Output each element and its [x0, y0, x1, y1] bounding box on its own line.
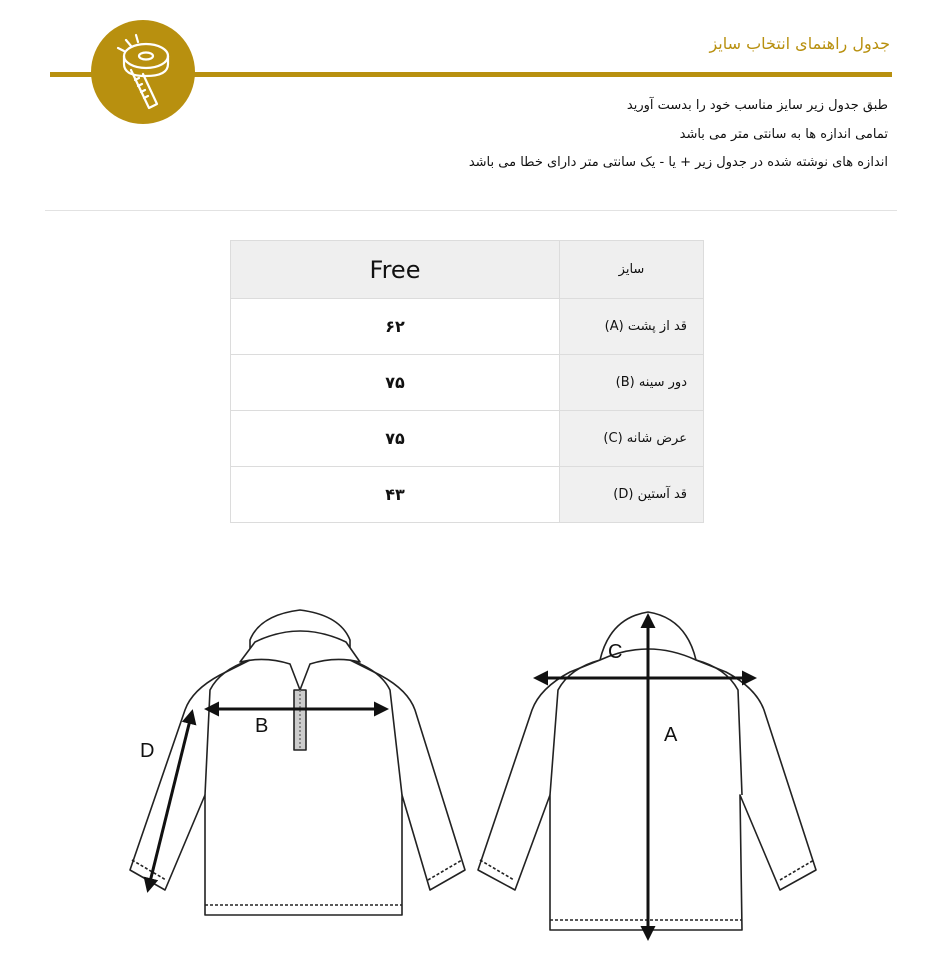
- label-d: D: [140, 740, 155, 762]
- garment-diagram: [110, 580, 830, 960]
- label-a: A: [664, 724, 678, 746]
- size-table: [230, 240, 704, 523]
- note-line: تمامی اندازه ها به سانتی متر می باشد: [679, 126, 888, 142]
- label-b: B: [255, 715, 269, 737]
- label-c: C: [608, 641, 623, 663]
- measuring-tape-badge: [91, 20, 195, 124]
- note-line: اندازه های نوشته شده در جدول زیر + یا - یک سانتی متر دارای خطا می باشد: [468, 155, 888, 170]
- size-notes: [469, 92, 888, 178]
- measurement-label: قد آستین (D): [560, 467, 704, 523]
- table-row: [231, 467, 704, 523]
- measurement-label: عرض شانه (C): [560, 411, 704, 467]
- measurement-value: ۷۵: [231, 355, 560, 411]
- note-line: طبق جدول زیر سایز مناسب خود را بدست آورید: [626, 98, 888, 113]
- size-value-header: Free: [231, 241, 560, 299]
- measurement-label: قد از پشت (A): [560, 299, 704, 355]
- table-row: [231, 411, 704, 467]
- table-row: [231, 299, 704, 355]
- measurement-value: ۶۲: [231, 299, 560, 355]
- table-row: [231, 355, 704, 411]
- size-label-header: سایز: [560, 241, 704, 299]
- measurement-label: دور سینه (B): [560, 355, 704, 411]
- measuring-tape-icon: [91, 20, 195, 124]
- page-title: جدول راهنمای انتخاب سایز: [709, 34, 890, 53]
- measurement-value: ۴۳: [231, 467, 560, 523]
- section-divider: [45, 210, 897, 211]
- measurement-value: ۷۵: [231, 411, 560, 467]
- table-header-row: [231, 241, 704, 299]
